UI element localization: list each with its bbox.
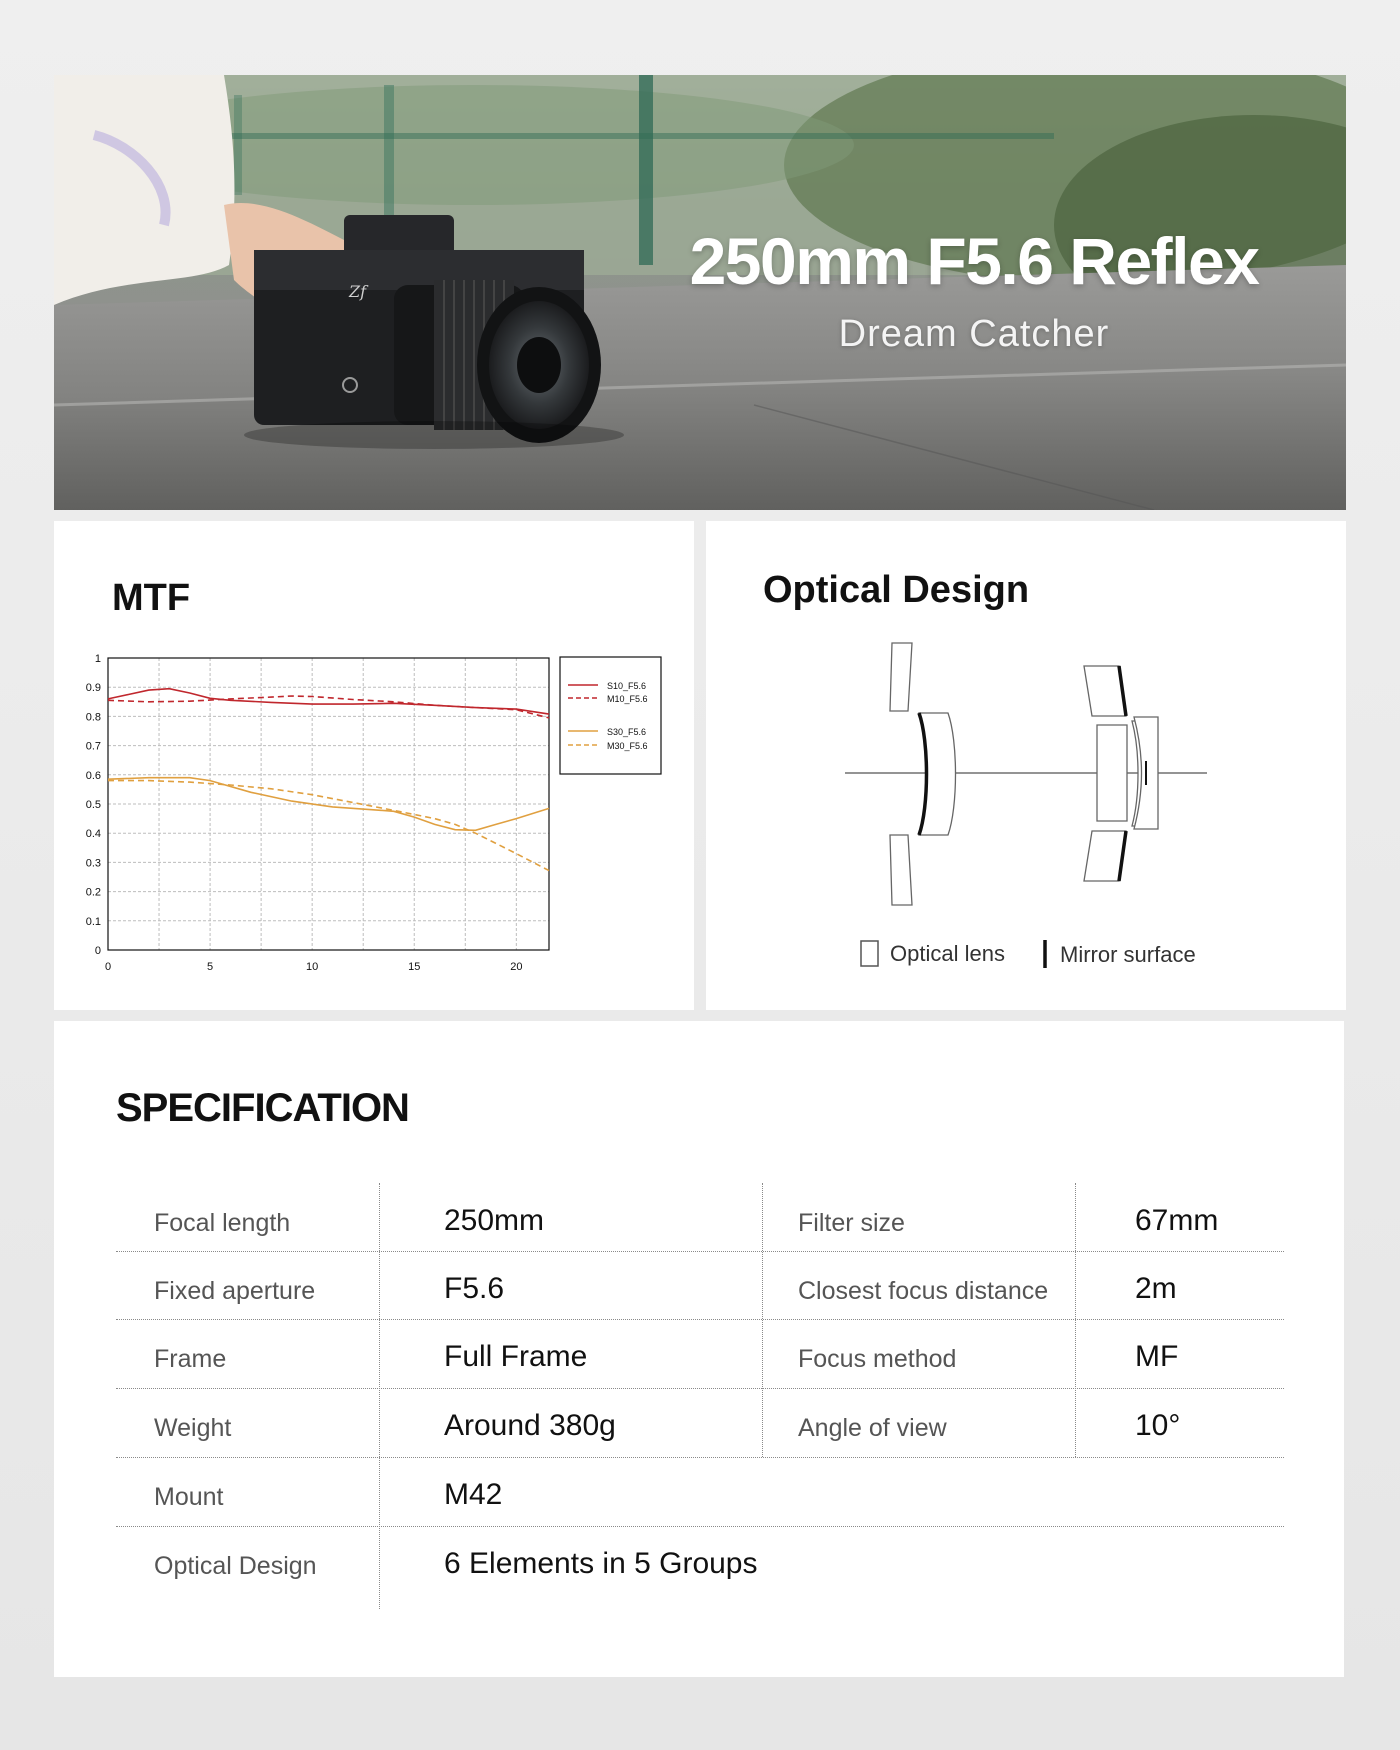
spec-row <box>116 1183 1284 1251</box>
mtf-y-tick-label: 0.4 <box>85 828 101 841</box>
specification-panel <box>54 1021 1344 1677</box>
spec-value: 67mm <box>1135 1204 1219 1237</box>
mtf-y-tick-label: 0.9 <box>85 682 101 695</box>
mtf-y-tick-label: 0.8 <box>85 711 101 724</box>
spec-row <box>116 1251 1284 1319</box>
mtf-y-tick-label: 1 <box>94 653 101 665</box>
mtf-x-tick-label: 20 <box>510 961 523 973</box>
spec-label: Frame <box>154 1345 227 1373</box>
spec-value: M42 <box>444 1478 503 1511</box>
mtf-x-tick-label: 5 <box>207 961 214 973</box>
spec-value: MF <box>1135 1340 1179 1373</box>
optical-design-title: Optical Design <box>763 569 1030 611</box>
mtf-legend-label: M30_F5.6 <box>607 741 648 751</box>
mtf-series-line <box>108 781 549 871</box>
spec-row <box>116 1319 1284 1387</box>
spec-label: Fixed aperture <box>154 1277 316 1305</box>
optical-lens-legend-label: Optical lens <box>890 941 1005 966</box>
mtf-y-tick-label: 0.1 <box>85 915 101 928</box>
spec-value: 2m <box>1135 1272 1177 1305</box>
spec-label: Mount <box>154 1483 224 1511</box>
mtf-series-line <box>108 696 549 718</box>
spec-label: Focus method <box>798 1345 957 1373</box>
mtf-y-tick-label: 0 <box>94 945 101 957</box>
mirror-surface-legend-label: Mirror surface <box>1060 942 1196 967</box>
spec-value: Around 380g <box>444 1409 616 1442</box>
lens-element-4 <box>1097 725 1127 821</box>
mtf-x-tick-label: 10 <box>306 961 319 973</box>
mtf-y-tick-label: 0.7 <box>85 740 101 753</box>
hero-title: 250mm F5.6 Reflex <box>689 224 1259 298</box>
spec-row <box>116 1457 1284 1525</box>
spec-value: 10° <box>1135 1409 1181 1442</box>
mtf-series-line <box>108 689 549 714</box>
mtf-y-tick-label: 0.2 <box>85 886 101 899</box>
spec-label: Focal length <box>154 1209 291 1237</box>
mtf-legend-box <box>560 657 661 774</box>
spec-value: F5.6 <box>444 1272 505 1305</box>
specification-title: SPECIFICATION <box>116 1086 409 1130</box>
spec-label: Angle of view <box>798 1414 947 1442</box>
hero-subtitle: Dream Catcher <box>838 313 1110 355</box>
optical-diagram <box>706 521 1346 1010</box>
spec-label: Closest focus distance <box>798 1277 1049 1305</box>
spec-label: Weight <box>154 1414 232 1442</box>
mtf-x-tick-label: 0 <box>104 961 112 973</box>
mtf-x-tick-label: 15 <box>408 961 421 973</box>
mtf-title: MTF <box>112 577 191 619</box>
mtf-legend-label: M10_F5.6 <box>607 694 648 704</box>
spec-value: 250mm <box>444 1204 545 1237</box>
svg-text:Zf: Zf <box>349 282 367 301</box>
mtf-y-tick-label: 0.3 <box>85 857 101 870</box>
mtf-chart <box>54 521 694 1010</box>
lens-element-1-top <box>890 643 912 711</box>
mtf-legend-label: S10_F5.6 <box>607 681 647 691</box>
mtf-legend-label: S30_F5.6 <box>607 727 647 737</box>
spec-value: 6 Elements in 5 Groups <box>444 1547 758 1580</box>
spec-label: Filter size <box>798 1209 905 1237</box>
mtf-y-tick-label: 0.6 <box>85 769 101 782</box>
spec-row <box>116 1388 1284 1456</box>
spec-label: Optical Design <box>154 1552 317 1580</box>
lens-element-1-bottom <box>890 835 912 905</box>
mtf-panel <box>54 521 694 1010</box>
optical-design-panel <box>706 521 1346 1010</box>
spec-value: Full Frame <box>444 1340 588 1373</box>
mtf-y-tick-label: 0.5 <box>85 799 101 811</box>
spec-row <box>116 1526 1284 1594</box>
optical-lens-legend-icon <box>861 941 878 966</box>
hero-banner <box>54 75 1346 510</box>
